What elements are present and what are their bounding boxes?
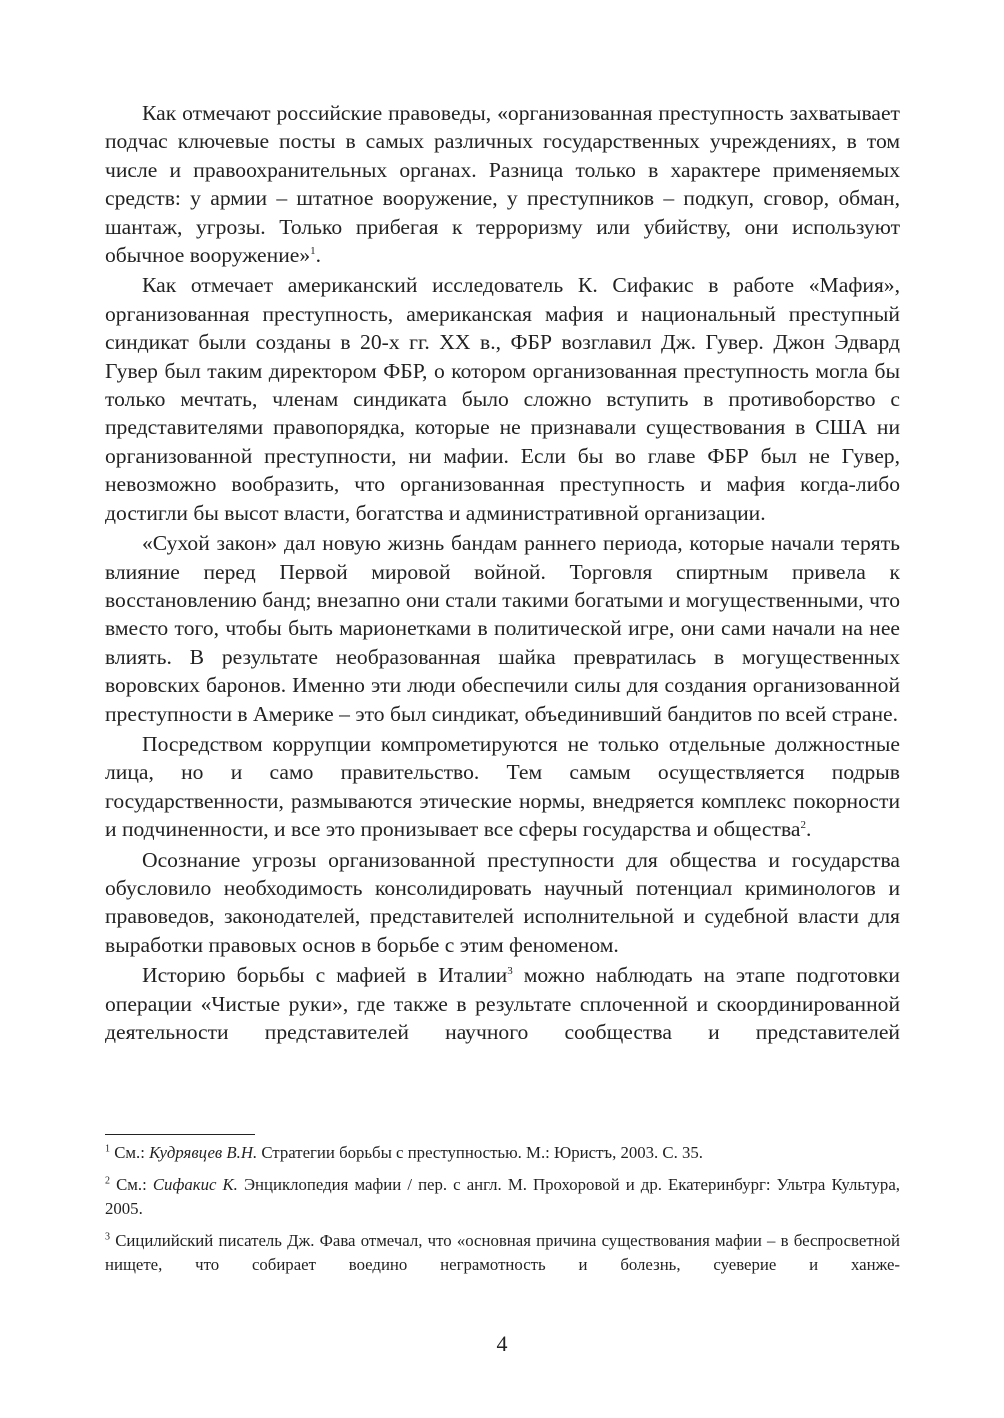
paragraph-text: Историю борьбы с мафией в Италии (142, 963, 508, 988)
footnote (105, 1173, 900, 1222)
footnote-separator (105, 1134, 255, 1135)
footnote (105, 1229, 900, 1278)
paragraph (105, 99, 900, 269)
footnote-number: 3 (105, 1231, 110, 1243)
footnote-prefix: См.: (114, 1143, 150, 1162)
footnote-number: 1 (105, 1143, 110, 1155)
footnote-reference[interactable]: 1 (310, 244, 316, 257)
footnote-reference[interactable]: 3 (507, 965, 513, 977)
paragraph-text: «Сухой закон» дал новую жизнь бандам раннего периода, которые начали терять влияние перед Первой мировой войной. Торговля спиртным привела к восстановлению банд; внезапно они стали такими богатыми и могущественными, что вместо того, чтобы быть марионетками в политической игре, они сами начали на нее влиять. В результате необразованная шайка превратилась в могущественных воровских баронов. Именно эти люди обеспечили силы для создания организованной преступности в Америке – это был синдикат, объединивший бандитов по всей стране. (105, 531, 900, 726)
main-text (105, 99, 900, 1048)
paragraph-text-end: . (805, 817, 812, 842)
footnote-number: 2 (105, 1175, 110, 1186)
page-number: 4 (496, 1331, 508, 1356)
footnote (105, 1141, 900, 1166)
paragraph (105, 529, 900, 728)
footnote-author: Кудрявцев В.Н. (149, 1143, 258, 1162)
paragraph-text: Как отмечают российские правоведы, «организованная преступность захватывает подчас ключевые посты в самых различных государственных учреждениях, в том числе и правоохранительных органах. Разница только в характере применяемых средств: у армии – штатное вооружение, у преступников – подкуп, сговор, обман, шантаж, угрозы. Только прибегая к терроризму или убийству, они используют обычное вооружение» (105, 101, 900, 268)
footnote-prefix: См.: (116, 1174, 153, 1194)
paragraph-text: Как отмечает американский исследователь К. Сифакис в работе «Мафия», организованная преступность, американская мафия и национальный преступный синдикат были созданы в 20-х гг. XX в., ФБР возглавил Дж. Гувер. Джон Эдвард Гувер был таким директором ФБР, о котором организованная преступность могла бы только мечтать, членам синдиката было сложно вступить в противоборство с представителями правопорядка, которые не признавали существования в США ни организованной преступности, ни мафии. Если бы во главе ФБР был не Гувер, невозможно вообразить, что организованная преступность и мафия когда-либо достигли бы высот власти, богатства и административной организации. (105, 273, 900, 525)
footnote-reference[interactable]: 2 (800, 818, 806, 831)
paragraph (105, 846, 900, 960)
paragraph-text-continued: можно наблюдать на этапе подготовки операции «Чистые руки», где также в результате сплоченной и скоординированной деятельности представителей научного сообщества и представителей (105, 963, 900, 1044)
paragraph-text-end: . (315, 243, 322, 268)
paragraph (105, 730, 900, 844)
paragraph (105, 271, 900, 527)
paragraph-text: Посредством коррупции компрометируются не только отдельные должностные лица, но и само правительство. Тем самым осуществляется подрыв государственности, размываются этические нормы, внедряется комплекс покорности и подчиненности, и все это пронизывает все сферы государства и общества (105, 731, 900, 842)
footnote-author: Сифакис К. (152, 1174, 238, 1194)
footnotes (105, 1141, 900, 1285)
footnote-text: Энциклопедия мафии / пер. с англ. М. Прохоровой и др. Екатеринбург: Ультра Культура, 2005. (105, 1174, 900, 1219)
paragraph (105, 961, 900, 1046)
paragraph-text: Осознание угрозы организованной преступности для общества и государства обусловило необходимость консолидировать научный потенциал криминологов и правоведов, законодателей, представителей исполнительной и судебной власти для выработки правовых основ в борьбе с этим феноменом. (105, 847, 900, 957)
footnote-text: Сицилийский писатель Дж. Фава отмечал, что «основная причина существования мафии – в беспросветной нищете, что собирает воедино неграмотность и болезнь, суеверие и ханже- (105, 1230, 901, 1275)
footnote-text: Стратегии борьбы с преступностью. М.: Юристъ, 2003. С. 35. (257, 1143, 703, 1162)
